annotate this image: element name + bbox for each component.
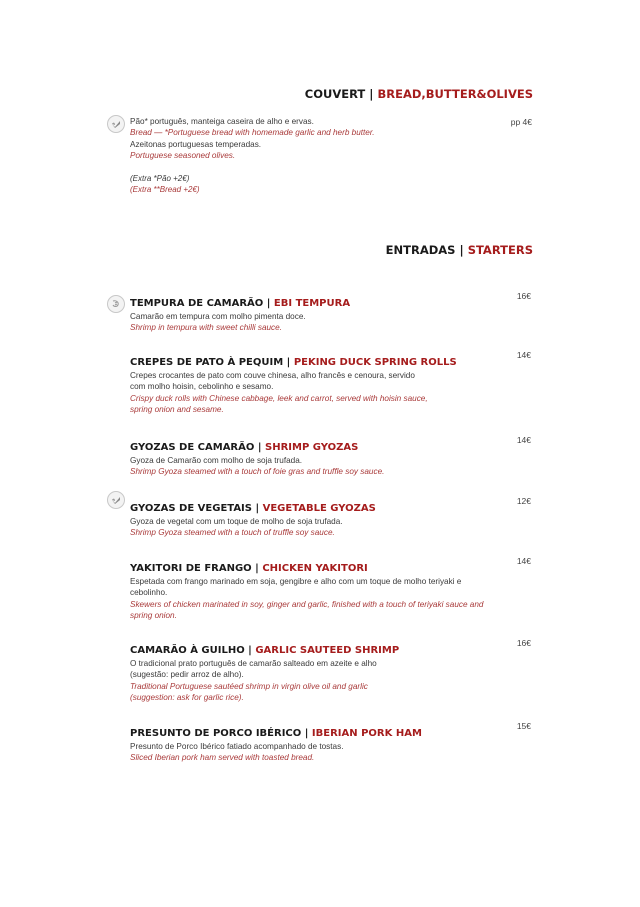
item-desc-pt: O tradicional prato português de camarão salteado em azeite e alho: [130, 659, 377, 668]
item-name-en: PEKING DUCK SPRING ROLLS: [293, 357, 457, 368]
item-desc-pt: Gyoza de vegetal com um toque de molho de soja trufada.: [130, 517, 343, 526]
menu-item: [130, 297, 350, 334]
item-title: TEMPURA DE CAMARÃO | EBI TEMPURA: [130, 298, 351, 309]
item-name-pt: GYOZAS DE CAMARÃO: [130, 442, 255, 453]
item-name-pt: PRESUNTO DE PORCO IBÉRICO: [130, 728, 302, 739]
item-price: 12€: [516, 496, 531, 506]
menu-item: [130, 356, 457, 416]
item-desc-en: Sliced Iberian pork ham served with toasted bread.: [130, 753, 315, 763]
item-title: GYOZAS DE CAMARÃO | SHRIMP GYOZAS: [130, 442, 359, 453]
couvert-line-en: Portuguese seasoned olives.: [130, 151, 236, 161]
item-name-en: EBI TEMPURA: [273, 298, 351, 309]
couvert-line-pt: Azeitonas portuguesas temperadas.: [130, 139, 262, 149]
item-price: 14€: [516, 435, 531, 445]
section-title-pt: COUVERT: [304, 87, 366, 101]
item-title: CAMARÃO À GUILHO | GARLIC SAUTEED SHRIMP: [130, 645, 400, 656]
item-price: 16€: [516, 638, 531, 648]
item-name-pt: YAKITORI DE FRANGO: [130, 563, 252, 574]
item-desc-en: Crispy duck rolls with Chinese cabbage, leek and carrot, served with hoisin sauce,: [130, 393, 428, 403]
item-desc-pt: cebolinho.: [130, 588, 168, 598]
section-title-pt: ENTRADAS: [385, 243, 456, 257]
item-name-en: SHRIMP GYOZAS: [265, 442, 359, 453]
section-title-en: BREAD,BUTTER&OLIVES: [377, 87, 533, 101]
couvert-price: pp 4€: [510, 117, 532, 127]
section-title-starters: [386, 243, 533, 257]
item-name-pt: GYOZAS DE VEGETAIS: [130, 503, 252, 514]
item-name-en: VEGETABLE GYOZAS: [262, 503, 376, 514]
item-desc-pt: Crepes crocantes de pato com couve chinesa, alho francês e cenoura, servido: [130, 371, 415, 380]
couvert-line-pt: Pão* português, manteiga caseira de alho e ervas.: [130, 117, 314, 126]
item-desc-en: (suggestion: ask for garlic rice).: [130, 693, 244, 703]
menu-item: [130, 727, 422, 764]
item-name-pt: TEMPURA DE CAMARÃO: [130, 298, 264, 309]
item-desc-pt: (sugestão: pedir arroz de alho).: [130, 670, 244, 680]
item-desc-en: Shrimp Gyoza steamed with a touch of foie gras and truffle soy sauce.: [130, 467, 385, 477]
item-price: 14€: [516, 556, 531, 566]
item-title: GYOZAS DE VEGETAIS | VEGETABLE GYOZAS: [130, 503, 376, 514]
item-name-pt: CAMARÃO À GUILHO: [130, 645, 245, 656]
menu-item: [130, 502, 376, 539]
item-desc-en: Traditional Portuguese sautéed shrimp in virgin olive oil and garlic: [130, 681, 368, 691]
couvert-description: [130, 116, 375, 196]
section-title-separator: |: [455, 243, 468, 257]
item-desc-en: Skewers of chicken marinated in soy, ginger and garlic, finished with a touch of teriyaki sauce and: [130, 599, 484, 609]
item-name-pt: CREPES DE PATO À PEQUIM: [130, 357, 284, 368]
vegetarian-leaf-icon: [107, 491, 125, 509]
couvert-extra-en: (Extra **Bread +2€): [130, 185, 200, 195]
item-name-en: GARLIC SAUTEED SHRIMP: [255, 645, 400, 656]
item-desc-pt: Gyoza de Camarão com molho de soja trufada.: [130, 456, 303, 465]
menu-item: [130, 562, 483, 622]
couvert-extra-pt: (Extra *Pão +2€): [130, 174, 190, 184]
section-title-en: STARTERS: [467, 243, 533, 257]
item-desc-pt: Espetada com frango marinado em soja, gengibre e alho com um toque de molho teriyaki e: [130, 577, 462, 586]
item-title: PRESUNTO DE PORCO IBÉRICO | IBERIAN PORK HAM: [130, 728, 422, 739]
item-title: YAKITORI DE FRANGO | CHICKEN YAKITORI: [130, 563, 368, 574]
item-desc-en: Shrimp in tempura with sweet chilli sauce.: [130, 323, 282, 333]
item-price: 16€: [516, 291, 531, 301]
item-price: 14€: [516, 350, 531, 360]
section-title-couvert: [305, 87, 533, 101]
couvert-line-en: Bread — *Portuguese bread with homemade garlic and herb butter.: [130, 128, 375, 138]
vegetarian-leaf-icon: [107, 115, 125, 133]
shrimp-allergen-icon: [107, 295, 125, 313]
item-desc-pt: com molho hoisin, cebolinho e sesamo.: [130, 382, 274, 392]
item-price: 15€: [516, 721, 531, 731]
item-title: CREPES DE PATO À PEQUIM | PEKING DUCK SPRING ROLLS: [130, 357, 457, 368]
item-desc-en: Shrimp Gyoza steamed with a touch of truffle soy sauce.: [130, 528, 335, 538]
item-name-en: IBERIAN PORK HAM: [311, 728, 422, 739]
menu-item: [130, 441, 384, 478]
item-desc-pt: Presunto de Porco Ibérico fatiado acompanhado de tostas.: [130, 742, 344, 751]
item-desc-pt: Camarão em tempura com molho pimenta doce.: [130, 312, 306, 321]
item-desc-en: spring onion and sesame.: [130, 405, 224, 415]
item-name-en: CHICKEN YAKITORI: [262, 563, 368, 574]
section-title-separator: |: [365, 87, 378, 101]
menu-item: [130, 644, 399, 704]
item-desc-en: spring onion.: [130, 611, 177, 621]
